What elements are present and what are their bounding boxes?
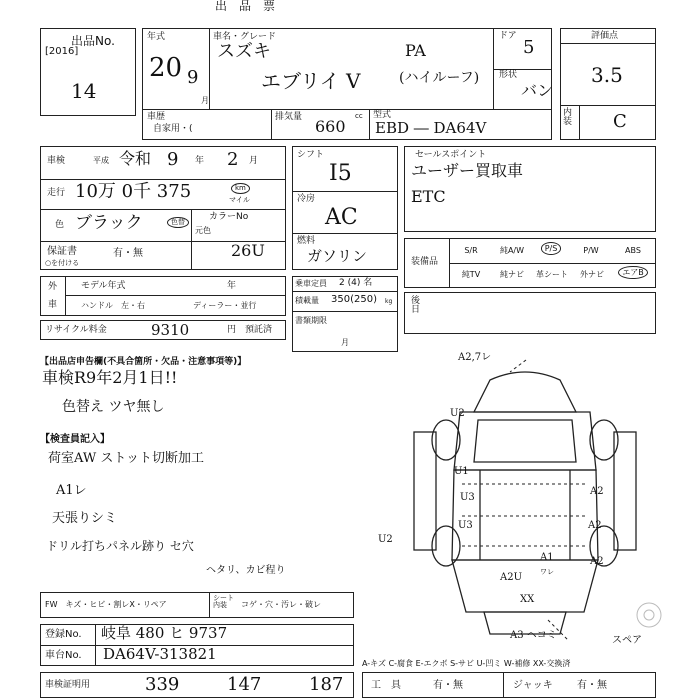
load-unit: kg (385, 298, 393, 305)
mark-a1: A1 (540, 552, 554, 563)
registration-value: 岐阜 480 ヒ 9737 (101, 624, 228, 642)
mark-a2-rear: A2 (590, 556, 604, 567)
recycle-unit: 円 (227, 325, 237, 335)
lot-box (40, 28, 136, 116)
cert-v3: 187 (309, 674, 344, 695)
seller-notes-line2: 色替え ツヤ無し (62, 399, 165, 415)
import-dealer: ディーラー・並行 (193, 301, 257, 310)
equip-airbag: エアB (618, 266, 648, 279)
equipment-label: 装備品 (411, 257, 439, 267)
inspection-year-unit: 年 (195, 156, 205, 166)
mark-u3-left: U3 (458, 520, 473, 531)
recycle-value: 9310 (151, 321, 190, 339)
interior-label: 内装 (563, 108, 573, 127)
year-value: 20 (149, 53, 183, 83)
car-variant: (ハイルーフ) (399, 70, 480, 86)
import-model-year: モデル年式 (81, 281, 126, 291)
fw-seat-options: コゲ・穴・汚レ・破レ (241, 600, 321, 609)
recycle-status: 預託済 (245, 325, 273, 335)
door-label: ドア (499, 31, 517, 41)
spec-block (40, 146, 286, 270)
capacity-block (292, 276, 398, 352)
inspection-month-unit: 月 (249, 156, 259, 166)
import-block (40, 276, 286, 316)
rating-label: 評価点 (591, 31, 619, 41)
load-label: 積載量 (295, 296, 319, 305)
warranty-options: 有・無 (113, 248, 143, 259)
recycle-label: リサイクル料金 (45, 325, 107, 335)
cert-block (40, 672, 354, 698)
lot-year-tag: [2016] (45, 46, 79, 57)
inspection-year: 9 (167, 149, 179, 170)
registration-block (40, 624, 354, 666)
inspector-label: 【検査員記入】 (40, 434, 110, 445)
seller-notes-label: 【出品店申告欄(不具合箇所・欠品・注意事項等)】 (40, 357, 247, 367)
model-code-label: 型式 (373, 110, 392, 120)
inspection-month: 2 (227, 149, 239, 170)
color-no-label: カラーNo (209, 212, 249, 222)
import-year-unit: 年 (227, 281, 237, 291)
chassis-label: 車台No. (45, 650, 82, 661)
car-maker: スズキ (217, 41, 271, 62)
displacement-label: 排気量 (275, 112, 303, 122)
sales-label: セールスポイント (415, 150, 487, 160)
seller-notes-line1: 車検R9年2月1日!! (42, 368, 178, 387)
inspector-line3: 天張りシミ (52, 511, 118, 526)
spare-label: スペア (612, 635, 642, 646)
jack-value: 有・無 (577, 680, 607, 691)
cert-label: 車検証明用 (45, 680, 91, 690)
mark-xx: XX (520, 594, 535, 605)
displacement-value: 660 (315, 117, 346, 136)
interior-value: C (613, 111, 627, 132)
shift-value: I5 (329, 161, 352, 186)
later-label: 後日 (411, 296, 421, 315)
ac-value: AC (325, 205, 358, 230)
year-label: 年式 (147, 32, 166, 42)
color-label: 色 (55, 220, 65, 230)
inspector-line5: ヘタリ、カビ程り (206, 565, 286, 576)
equip-aw: 純A/W (499, 246, 525, 255)
mark-front: A2,7レ (458, 352, 492, 363)
equip-sr: S/R (464, 246, 478, 255)
rating-box (560, 28, 656, 140)
tools-value: 有・無 (433, 680, 463, 691)
shift-label: シフト (297, 150, 325, 160)
sales-line2: ETC (411, 187, 446, 206)
capacity-value: 2 (4) 名 (339, 278, 373, 288)
mileage-label: 走行 (47, 188, 66, 198)
equip-leather: 革シート (536, 270, 568, 279)
mileage-unit: km (231, 183, 250, 194)
inspector-line1: 荷室AW ストット切断加工 (48, 451, 204, 466)
fw-label: FW キズ・ヒビ・割レX・リペア (45, 600, 167, 609)
spare-tire-icon (634, 600, 664, 630)
sales-line1: ユーザー買取車 (411, 161, 524, 180)
equip-navi: 純ナビ (500, 270, 524, 279)
mark-a2-right: A2 (590, 486, 604, 497)
mark-a3: A3 ヘコミ (510, 630, 557, 641)
car-damage-diagram (378, 350, 650, 650)
ac-label: 冷房 (297, 194, 316, 204)
equip-abs: ABS (625, 246, 641, 255)
car-name-label: 車名・グレード (213, 32, 277, 42)
mileage-mile-label: マイル (229, 196, 250, 204)
damage-legend: A-キズ C-腐食 E-エクボ S-サビ U-凹ミ W-補修 XX-交換済 (362, 659, 571, 668)
model-code-value: EBD ― DA64V (375, 119, 487, 137)
inspection-era-hand: 令和 (119, 149, 152, 168)
car-model: エブリイ V (261, 69, 361, 93)
mark-u1: U1 (454, 466, 469, 477)
color-original-mark: 元色 (195, 226, 211, 235)
later-block (404, 292, 656, 334)
mark-u2-front: U2 (450, 408, 465, 419)
inspector-line2: A1レ (56, 483, 87, 498)
equip-tv: 純TV (461, 270, 481, 279)
cert-v1: 339 (145, 674, 180, 695)
mileage-value: 10万 0千 375 (75, 181, 192, 202)
mark-u3: U3 (460, 492, 475, 503)
chassis-value: DA64V-313821 (103, 645, 217, 663)
fw-seat-label: シート 内装 (213, 594, 234, 609)
cert-v2: 147 (227, 674, 262, 695)
page-title: 出 品 票 (215, 0, 276, 13)
registration-label: 登録No. (45, 629, 82, 640)
fuel-label: 燃料 (297, 236, 316, 246)
displacement-unit: cc (355, 112, 363, 120)
import-handle: ハンドル 左・右 (81, 301, 145, 310)
year-month: 9 (187, 67, 199, 88)
mark-a2u: A2U (500, 572, 523, 583)
lot-number: 14 (71, 79, 97, 103)
import-row2: 車 (48, 300, 58, 310)
jack-label: ジャッキ (513, 680, 553, 691)
top-info-block (142, 28, 552, 140)
warranty-note: ○を付ける (45, 259, 80, 267)
tools-label: 工 具 (371, 680, 401, 691)
color-value: ブラック (75, 213, 143, 233)
inspection-era: 平成 (93, 156, 109, 165)
color-change-mark: 色替 (167, 217, 189, 228)
usage-value: 自家用・( (153, 124, 193, 134)
inspection-label: 車検 (47, 156, 66, 166)
rating-value: 3.5 (591, 63, 623, 87)
load-value: 350(250) (331, 294, 377, 305)
door-value: 5 (523, 37, 535, 58)
mark-a2-right2: A2 (588, 520, 602, 531)
mark-crack: ワレ (540, 568, 554, 576)
drivetrain-block (292, 146, 398, 270)
body-value: バン (521, 81, 554, 100)
import-row1: 外 (48, 282, 58, 292)
capacity-label: 乗車定員 (295, 279, 327, 288)
equip-ext-navi: 外ナビ (580, 270, 604, 279)
equipment-block (404, 238, 656, 288)
lot-label: 出品No. (71, 34, 115, 48)
year-month-unit: 月 (201, 96, 209, 105)
warranty-label: 保証書 (47, 246, 77, 257)
tools-block (362, 672, 656, 698)
doc-deadline-label: 書類期限 (295, 316, 327, 325)
equip-ps: P/S (541, 242, 562, 255)
usage-label: 車歴 (147, 112, 166, 122)
fw-block (40, 592, 354, 618)
mark-u2-left: U2 (378, 534, 393, 545)
equip-pw: P/W (583, 246, 599, 255)
recycle-block (40, 320, 286, 340)
sales-block (404, 146, 656, 232)
fuel-value: ガソリン (307, 247, 368, 265)
car-grade: PA (405, 41, 426, 60)
doc-deadline-month: 月 (341, 338, 349, 347)
color-no-value: 26U (231, 241, 265, 260)
body-label: 形状 (499, 70, 518, 80)
inspector-line4: ドリル打ちパネル跡り セ穴 (46, 539, 194, 553)
